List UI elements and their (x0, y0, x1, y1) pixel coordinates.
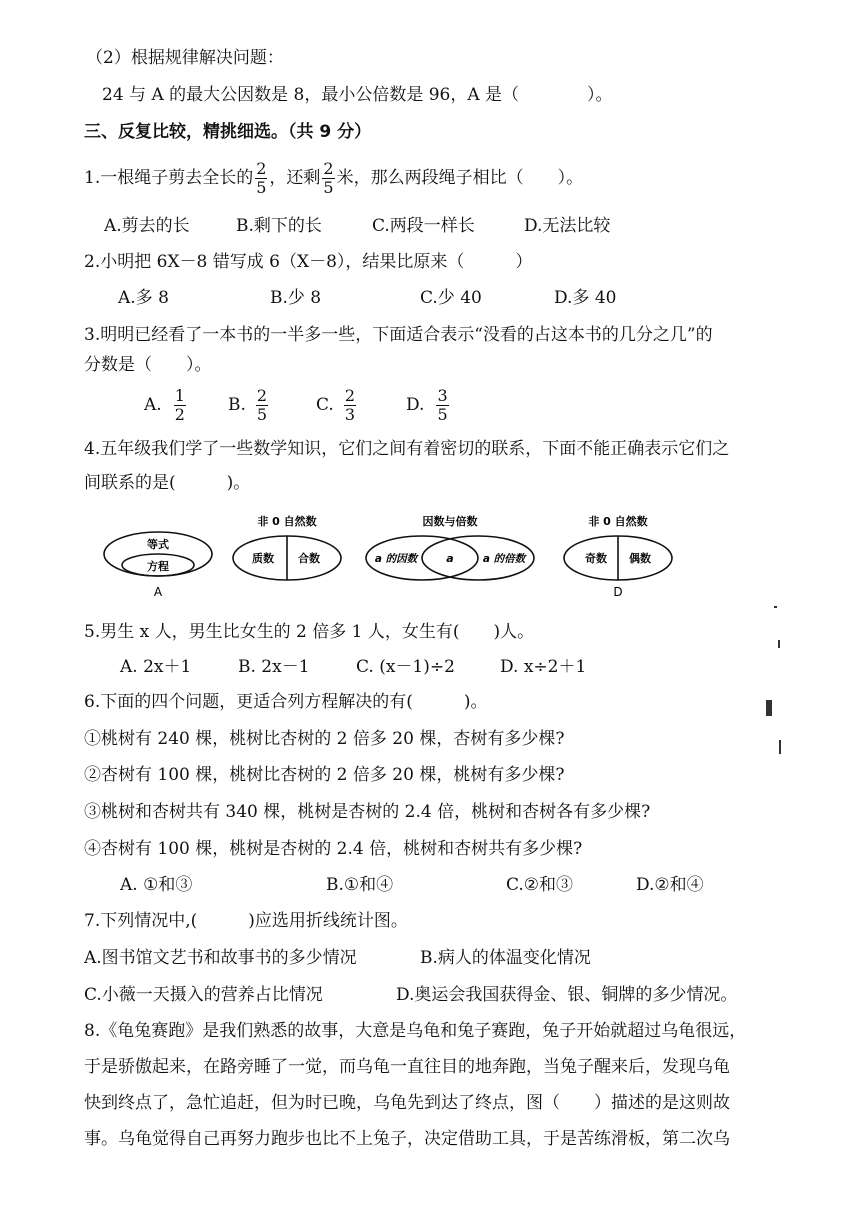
q5-option-c: C. (x－1)÷2 (356, 657, 455, 677)
q4-d-left: 奇数 (585, 552, 607, 565)
q4-b-title: 非 0 自然数 (257, 515, 317, 528)
q1-pre: 1.一根绳子剪去全长的 (84, 168, 254, 188)
q4-diagram-c (366, 514, 534, 580)
q8-line-3: 快到终点了，急忙追赶，但为时已晚，乌龟先到达了终点，图（ ）描述的是这则故 (84, 1093, 730, 1113)
q6-option-b: B.①和④ (326, 875, 394, 895)
q4-b-right: 合数 (298, 552, 320, 565)
q7-option-d: D.奥运会我国获得金、银、铜牌的多少情况。 (396, 985, 738, 1005)
q5-option-b: B. 2x－1 (238, 657, 310, 677)
q6-item-4: ④杏树有 100 棵，桃树是杏树的 2.4 倍，桃树和杏树共有多少棵? (84, 839, 583, 859)
q4-diagram-b (233, 514, 341, 580)
q4-diagram-a (104, 532, 212, 599)
scan-speck (778, 640, 780, 648)
q2-option-c: C.少 40 (420, 288, 482, 308)
scan-speck (779, 740, 781, 754)
q3-option-b: B. $\frac{2}{5}$ (228, 386, 268, 424)
scan-speck (766, 700, 772, 716)
q4-a-outer-label: 等式 (147, 538, 169, 551)
q3-line-2: 分数是（ ）。 (84, 355, 212, 375)
q4-c-title: 因数与倍数 (422, 515, 478, 528)
q4-line-2: 间联系的是( )。 (84, 473, 251, 493)
q1-fraction-1: $\frac{2}{5}$ (256, 159, 267, 197)
q6-option-c: C.②和③ (506, 875, 574, 895)
q3-option-a: A. $\frac{1}{2}$ (144, 386, 185, 424)
q4-c-center: a (446, 552, 454, 565)
q8-line-1: 8.《龟兔赛跑》是我们熟悉的故事，大意是乌龟和兔子赛跑，兔子开始就超过乌龟很远， (84, 1021, 747, 1041)
q4-d-title: 非 0 自然数 (588, 515, 648, 528)
q6-option-a: A. ①和③ (120, 875, 193, 895)
scan-speck (774, 606, 777, 608)
q4-a-letter: A (153, 585, 163, 599)
q4-a-inner-label: 方程 (147, 560, 169, 573)
q2-stem: 2.小明把 6X－8 错写成 6（X－8），结果比原来（ ） (84, 252, 533, 272)
q2-option-b: B.少 8 (270, 288, 322, 308)
q4-diagrams (96, 510, 696, 602)
q1-post: 米，那么两段绳子相比（ ）。 (336, 168, 584, 188)
section3-heading: 三、反复比较，精挑细选。（共 9 分） (84, 122, 372, 142)
q7-option-b: B.病人的体温变化情况 (420, 948, 591, 968)
q1-option-c: C.两段一样长 (372, 216, 475, 236)
q7-option-a: A.图书馆文艺书和故事书的多少情况 (84, 948, 357, 968)
q6-item-3: ③桃树和杏树共有 340 棵，桃树是杏树的 2.4 倍，桃树和杏树各有多少棵? (84, 802, 651, 822)
q3-option-c: C. $\frac{2}{3}$ (316, 386, 355, 424)
q6-stem: 6.下面的四个问题，更适合列方程解决的有( )。 (84, 692, 488, 712)
part2-question: 24 与 A 的最大公因数是 8，最小公倍数是 96，A 是（ ）。 (102, 85, 613, 105)
q6-item-2: ②杏树有 100 棵，桃树比杏树的 2 倍多 20 棵，桃树有多少棵? (84, 765, 565, 785)
q2-option-a: A.多 8 (118, 288, 169, 308)
q4-b-left: 质数 (252, 552, 274, 565)
q4-line-1: 4.五年级我们学了一些数学知识，它们之间有着密切的联系，下面不能正确表示它们之 (84, 439, 730, 459)
part2-subheading: （2）根据规律解决问题： (86, 48, 284, 68)
q4-d-letter: D (613, 585, 623, 599)
q5-option-a: A. 2x＋1 (120, 657, 192, 677)
q3-line-1: 3.明明已经看了一本书的一半多一些，下面适合表示“没看的占这本书的几分之几”的 (84, 325, 713, 345)
q1-stem (84, 152, 583, 204)
q1-option-d: D.无法比较 (524, 216, 611, 236)
q5-stem: 5.男生 x 人，男生比女生的 2 倍多 1 人，女生有( )人。 (84, 622, 535, 642)
q5-option-d: D. x÷2＋1 (500, 657, 587, 677)
q4-d-right: 偶数 (629, 552, 651, 565)
q1-option-a: A.剪去的长 (104, 216, 190, 236)
q3-option-d: D. $\frac{3}{5}$ (406, 386, 448, 424)
q8-line-4: 事。乌龟觉得自己再努力跑步也比不上兔子，决定借助工具，于是苦练滑板，第二次乌 (84, 1129, 730, 1149)
q4-c-right: a 的倍数 (482, 553, 526, 565)
q1-option-b: B.剩下的长 (236, 216, 322, 236)
q8-line-2: 于是骄傲起来，在路旁睡了一觉，而乌龟一直往目的地奔跑，当兔子醒来后，发现乌龟 (84, 1057, 730, 1077)
q4-c-left: a 的因数 (374, 553, 418, 565)
q2-option-d: D.多 40 (554, 288, 617, 308)
q6-option-d: D.②和④ (636, 875, 704, 895)
q7-stem: 7.下列情况中,( )应选用折线统计图。 (84, 911, 408, 931)
q6-item-1: ①桃树有 240 棵，桃树比杏树的 2 倍多 20 棵，杏树有多少棵? (84, 729, 565, 749)
q4-diagram-d (564, 514, 672, 599)
q1-fraction-2: $\frac{2}{5}$ (323, 159, 334, 197)
q7-option-c: C.小薇一天摄入的营养占比情况 (84, 985, 323, 1005)
q1-mid: ，还剩 (269, 168, 321, 188)
